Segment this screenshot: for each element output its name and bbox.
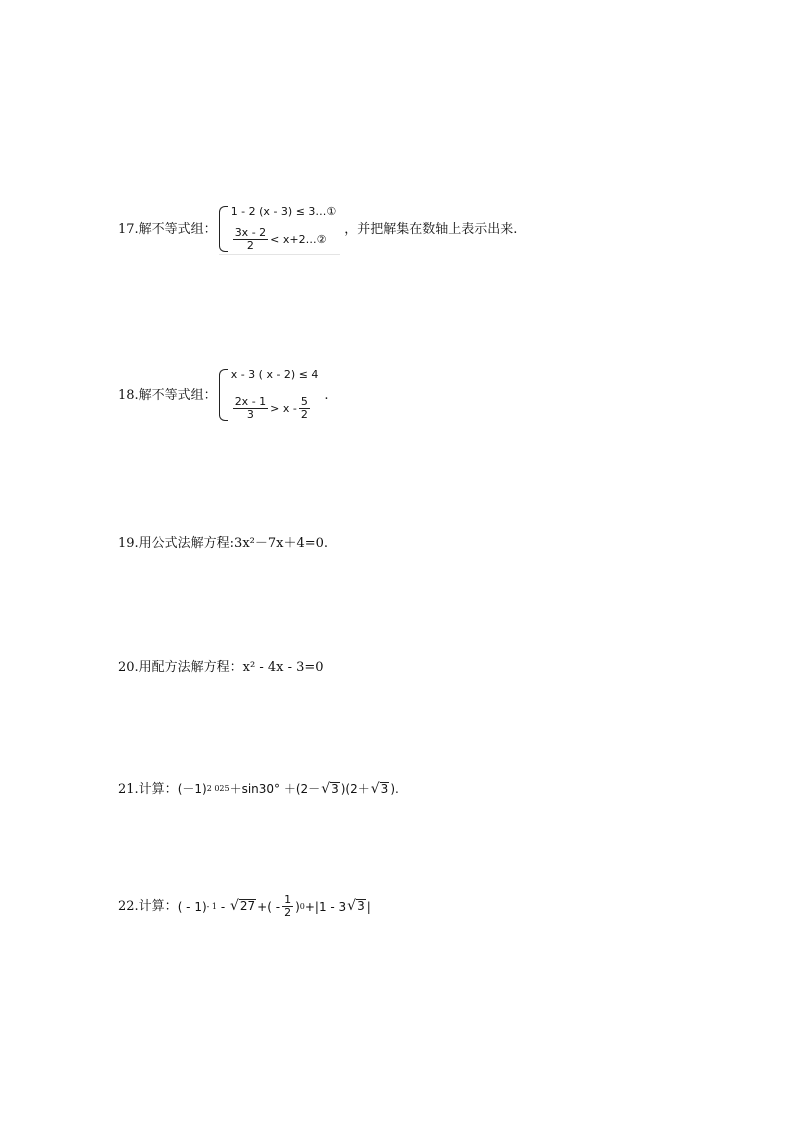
question-22-part-4: +|1 - 3 [304,899,347,914]
inequality-system-17 [219,203,341,255]
radicand: 3 [331,782,339,796]
question-22-part-2: +( - [257,899,281,914]
fraction-numerator: 2x - 1 [234,394,267,408]
inequality-system-18 [219,369,319,421]
fraction [233,227,268,252]
question-22 [118,894,371,919]
square-root: √ 3 [321,781,339,797]
question-21 [118,782,399,797]
minus-sign: - [217,899,229,914]
fraction-denominator: 2 [284,906,292,920]
inequality-18-line-2 [231,396,319,421]
question-22-label: 22.计算： [118,899,178,915]
question-17-suffix: ，并把解集在数轴上表示出来. [344,221,518,237]
fraction-denominator: 2 [246,238,254,252]
question-22-part-5: | [366,899,371,914]
fraction-numerator: 1 [284,893,292,906]
question-19: 19.用公式法解方程:3x²－7x＋4=0. [118,536,329,551]
fraction-numerator: 3x - 2 [234,225,267,239]
fraction-denominator: 2 [300,407,308,421]
square-root: √ 3 [370,781,389,797]
radicand: 27 [239,899,256,914]
square-root: √ 3 [347,898,365,915]
fraction-denominator: 3 [246,407,254,421]
inequality-17-line-1: 1 - 2 (x - 3) ≤ 3…① [230,205,337,218]
inequality-17-line-2 [231,227,337,252]
square-root: √ 27 [229,898,256,915]
fraction [282,894,293,919]
inequality-17-line-2-rest: < x+2…② [270,232,327,246]
power-exponent: 0 [299,901,305,911]
question-21-part-3: )(2＋ [340,782,370,797]
left-brace [219,206,228,252]
question-20: 20.用配方法解方程：x² - 4x - 3=0 [118,660,324,675]
question-21-part-4: ). [390,782,399,797]
fraction [299,396,310,421]
question-17 [118,203,517,255]
power-exponent: - 1 [206,901,217,911]
inequality-18-line-1: x - 3 ( x - 2) ≤ 4 [230,368,319,381]
power-base: ( - 1) [177,899,207,914]
question-18-label: 18.解不等式组： [118,387,217,403]
fraction-numerator: 5 [300,394,308,408]
power-exponent: 2 025 [206,784,230,794]
question-18-suffix: . [324,387,329,403]
question-21-label: 21.计算： [118,781,178,797]
question-22-part-3: ) [295,899,300,914]
question-21-part-2: ＋sin30° ＋(2－ [229,782,321,797]
radicand: 3 [380,782,389,796]
question-18 [118,369,329,421]
radicand: 3 [357,899,365,914]
power-base: (－1) [177,782,207,797]
left-brace [219,369,228,421]
fraction [233,396,268,421]
question-17-label: 17.解不等式组： [118,221,217,237]
inequality-18-line-2-mid: > x - [270,401,297,415]
